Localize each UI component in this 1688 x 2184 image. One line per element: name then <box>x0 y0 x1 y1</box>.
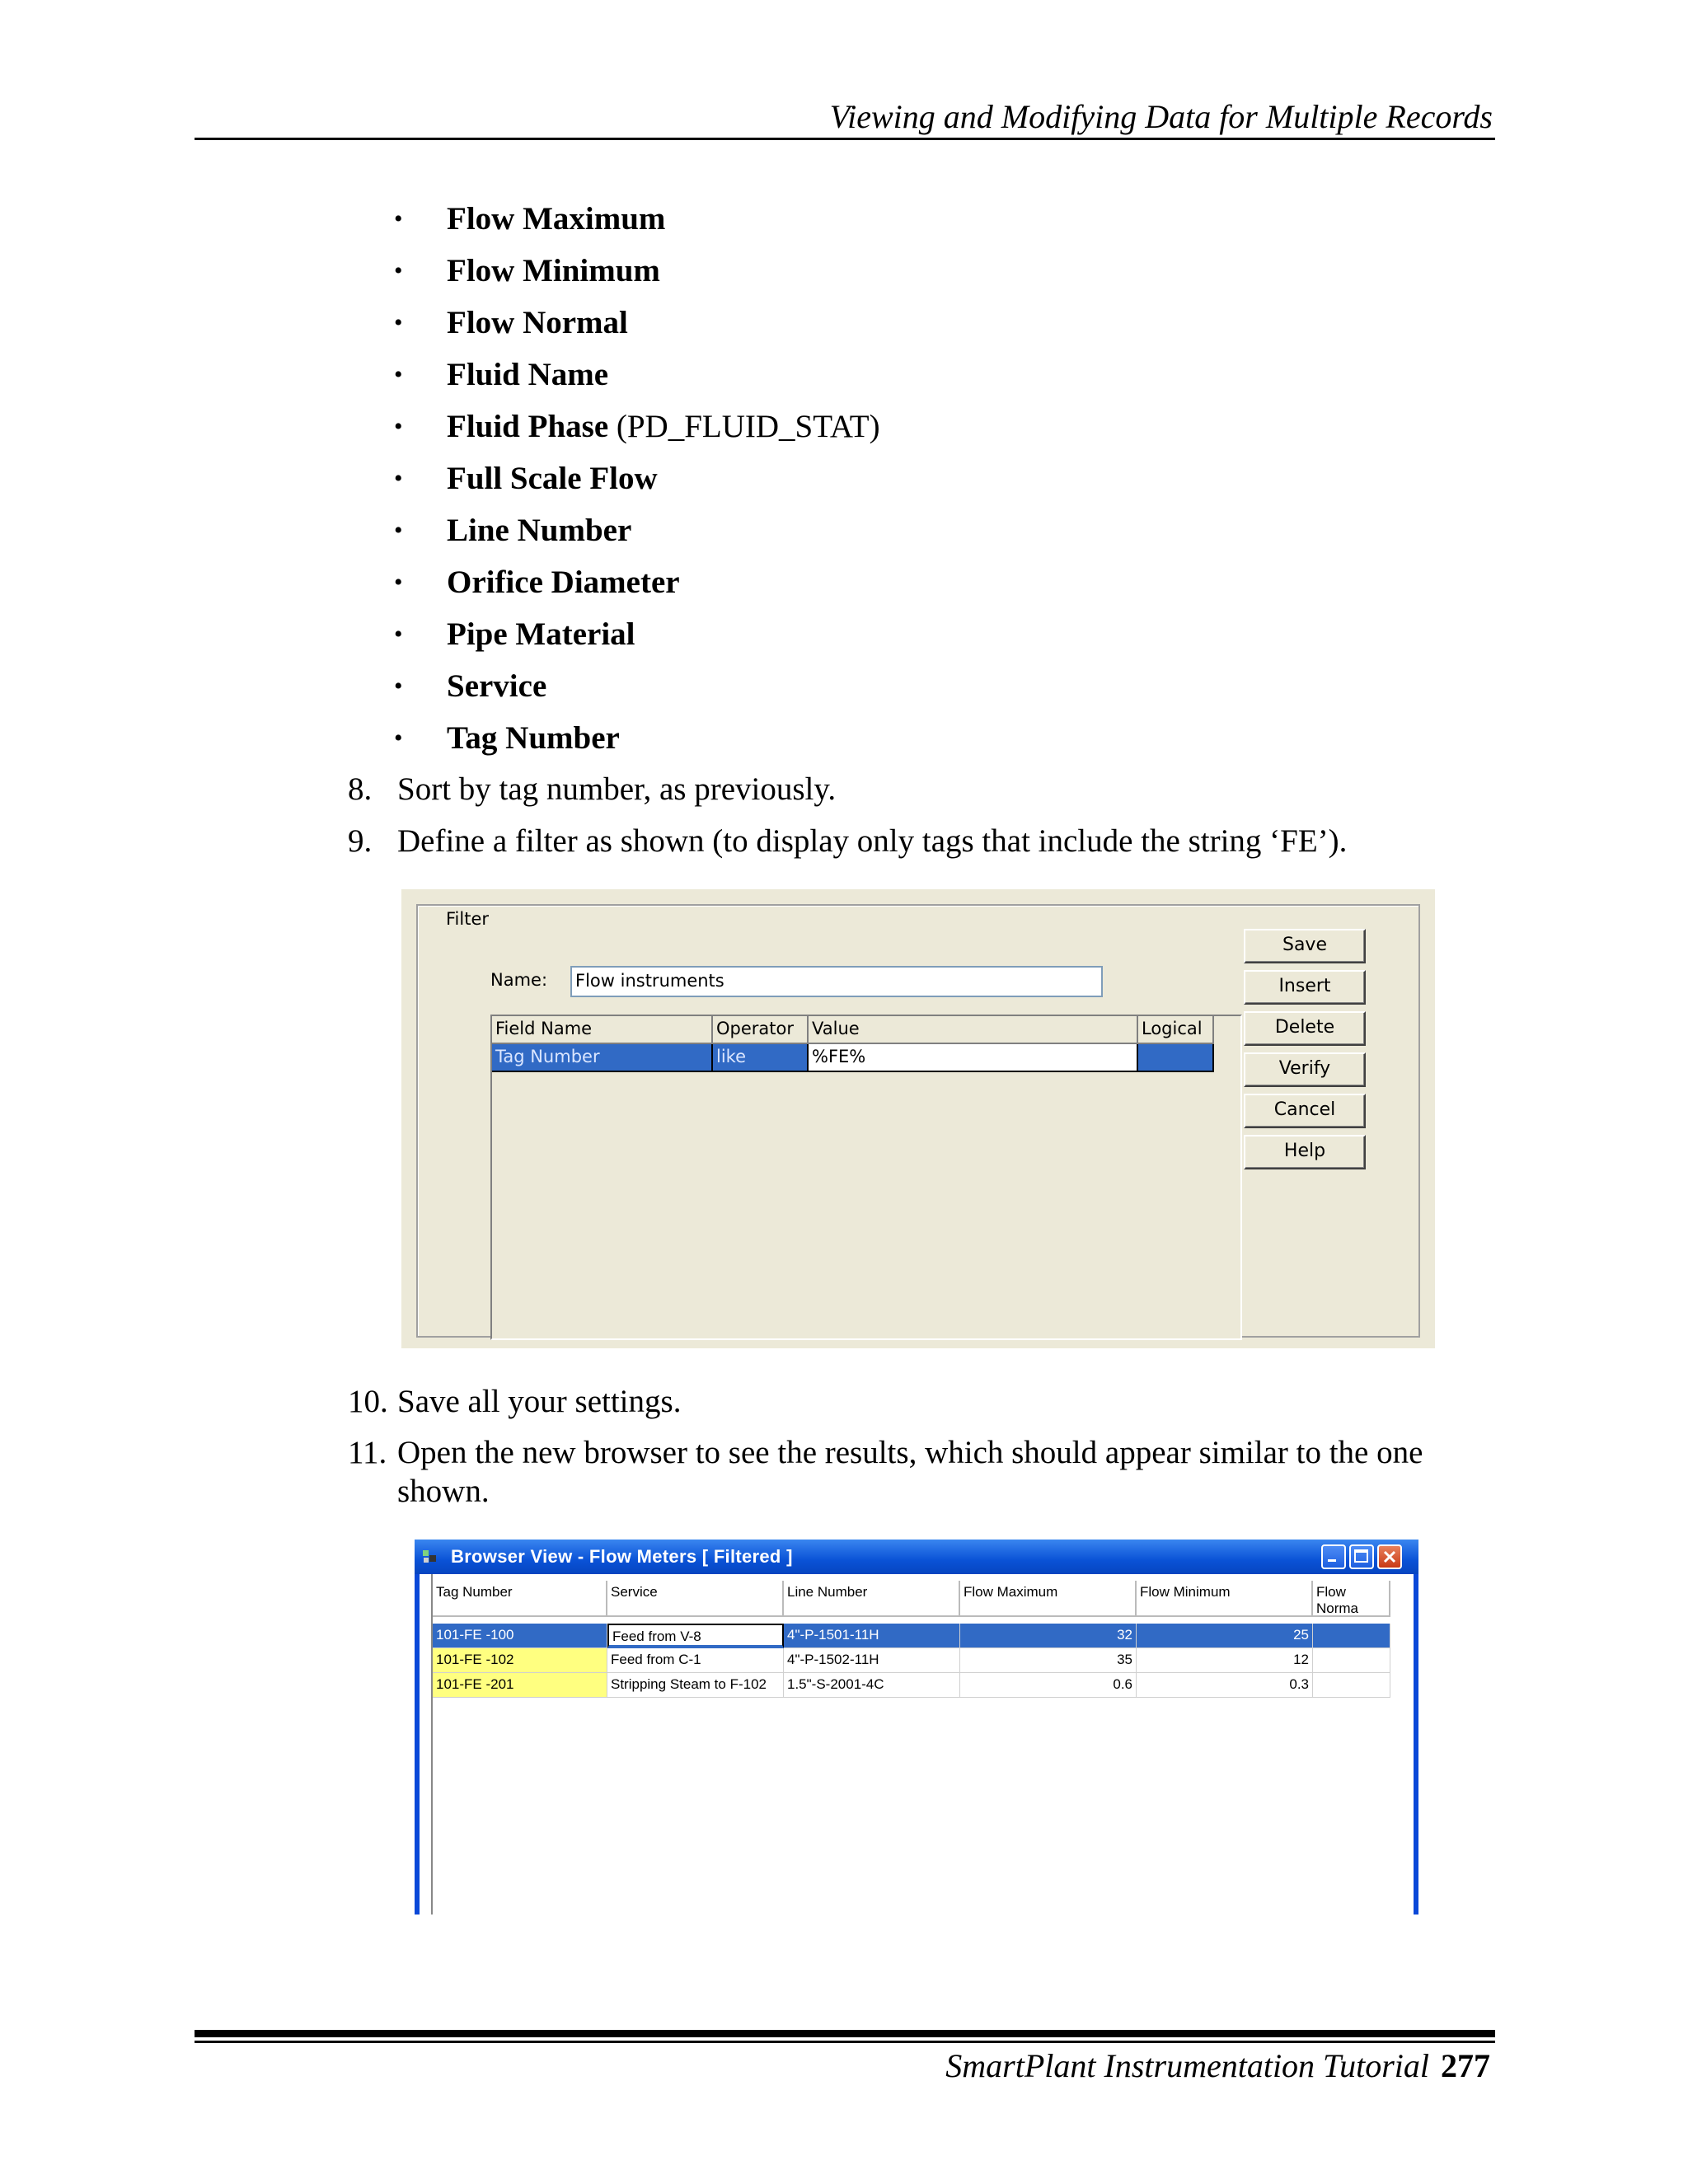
cell-flow-minimum[interactable]: 12 <box>1137 1648 1313 1673</box>
cell-service[interactable]: Feed from V-8 <box>607 1624 784 1648</box>
column-header-operator[interactable]: Operator <box>713 1016 809 1044</box>
cell-line-number[interactable]: 4"-P-1502-11H <box>784 1648 960 1673</box>
cell-line-number[interactable]: 1.5"-S-2001-4C <box>784 1673 960 1698</box>
column-header-line-number[interactable]: Line Number <box>784 1581 960 1617</box>
window-titlebar[interactable] <box>415 1540 1418 1574</box>
save-button[interactable]: Save <box>1244 929 1366 963</box>
column-header-field-name[interactable]: Field Name <box>492 1016 713 1044</box>
filter-conditions-grid[interactable] <box>490 1015 1242 1340</box>
cell-flow-maximum[interactable]: 0.6 <box>960 1673 1137 1698</box>
delete-button[interactable]: Delete <box>1244 1011 1366 1046</box>
minimize-icon[interactable] <box>1321 1544 1346 1569</box>
cell-flow-maximum[interactable]: 32 <box>960 1624 1137 1648</box>
cell-service[interactable]: Stripping Steam to F-102 <box>607 1673 784 1698</box>
maximize-icon[interactable] <box>1349 1544 1374 1569</box>
column-header-flow-maximum[interactable]: Flow Maximum <box>960 1581 1137 1617</box>
cell-operator[interactable]: like <box>713 1044 809 1072</box>
cell-tag-number[interactable]: 101-FE -201 <box>433 1673 607 1698</box>
filter-name-input[interactable]: Flow instruments <box>570 966 1103 997</box>
cell-field-name[interactable]: Tag Number <box>492 1044 713 1072</box>
insert-button[interactable]: Insert <box>1244 970 1366 1005</box>
running-footer <box>945 2046 1490 2085</box>
column-header-tag-number[interactable]: Tag Number <box>433 1581 607 1617</box>
filter-group-label: Filter <box>443 909 492 929</box>
column-header-logical[interactable]: Logical <box>1138 1016 1214 1044</box>
filter-dialog <box>401 889 1435 1348</box>
name-label: Name: <box>490 970 548 990</box>
browser-app-icon <box>421 1548 439 1566</box>
window-title: Browser View - Flow Meters [ Filtered ] <box>451 1546 793 1567</box>
column-header-value[interactable]: Value <box>809 1016 1138 1044</box>
column-header-flow-normal[interactable]: Flow Norma <box>1313 1581 1390 1617</box>
cell-flow-minimum[interactable]: 0.3 <box>1137 1673 1313 1698</box>
cell-logical[interactable] <box>1138 1044 1214 1072</box>
cell-service[interactable]: Feed from C-1 <box>607 1648 784 1673</box>
page-number: 277 <box>1441 2047 1490 2084</box>
column-header-service[interactable]: Service <box>607 1581 784 1617</box>
browser-client-area <box>420 1574 1414 1915</box>
column-header-flow-minimum[interactable]: Flow Minimum <box>1137 1581 1313 1617</box>
cell-flow-normal[interactable] <box>1313 1624 1390 1648</box>
cell-flow-normal[interactable] <box>1313 1648 1390 1673</box>
cell-value[interactable]: %FE% <box>809 1044 1138 1072</box>
browser-grid[interactable] <box>431 1574 1402 1915</box>
footer-rule-thick <box>195 2030 1495 2037</box>
cancel-button[interactable]: Cancel <box>1244 1094 1366 1128</box>
footer-title: SmartPlant Instrumentation Tutorial <box>945 2047 1429 2084</box>
header-rule <box>195 138 1495 140</box>
cell-flow-minimum[interactable]: 25 <box>1137 1624 1313 1648</box>
cell-tag-number[interactable]: 101-FE -102 <box>433 1648 607 1673</box>
close-icon[interactable] <box>1377 1544 1402 1569</box>
step-11-continued: shown. <box>397 1474 490 1509</box>
verify-button[interactable]: Verify <box>1244 1052 1366 1087</box>
cell-line-number[interactable]: 4"-P-1501-11H <box>784 1624 960 1648</box>
running-header: Viewing and Modifying Data for Multiple Records <box>829 98 1493 135</box>
cell-tag-number[interactable]: 101-FE -100 <box>433 1624 607 1648</box>
cell-flow-normal[interactable] <box>1313 1673 1390 1698</box>
footer-rule-thin <box>195 2041 1495 2043</box>
help-button[interactable]: Help <box>1244 1135 1366 1169</box>
cell-flow-maximum[interactable]: 35 <box>960 1648 1137 1673</box>
browser-view-window <box>415 1540 1418 1915</box>
